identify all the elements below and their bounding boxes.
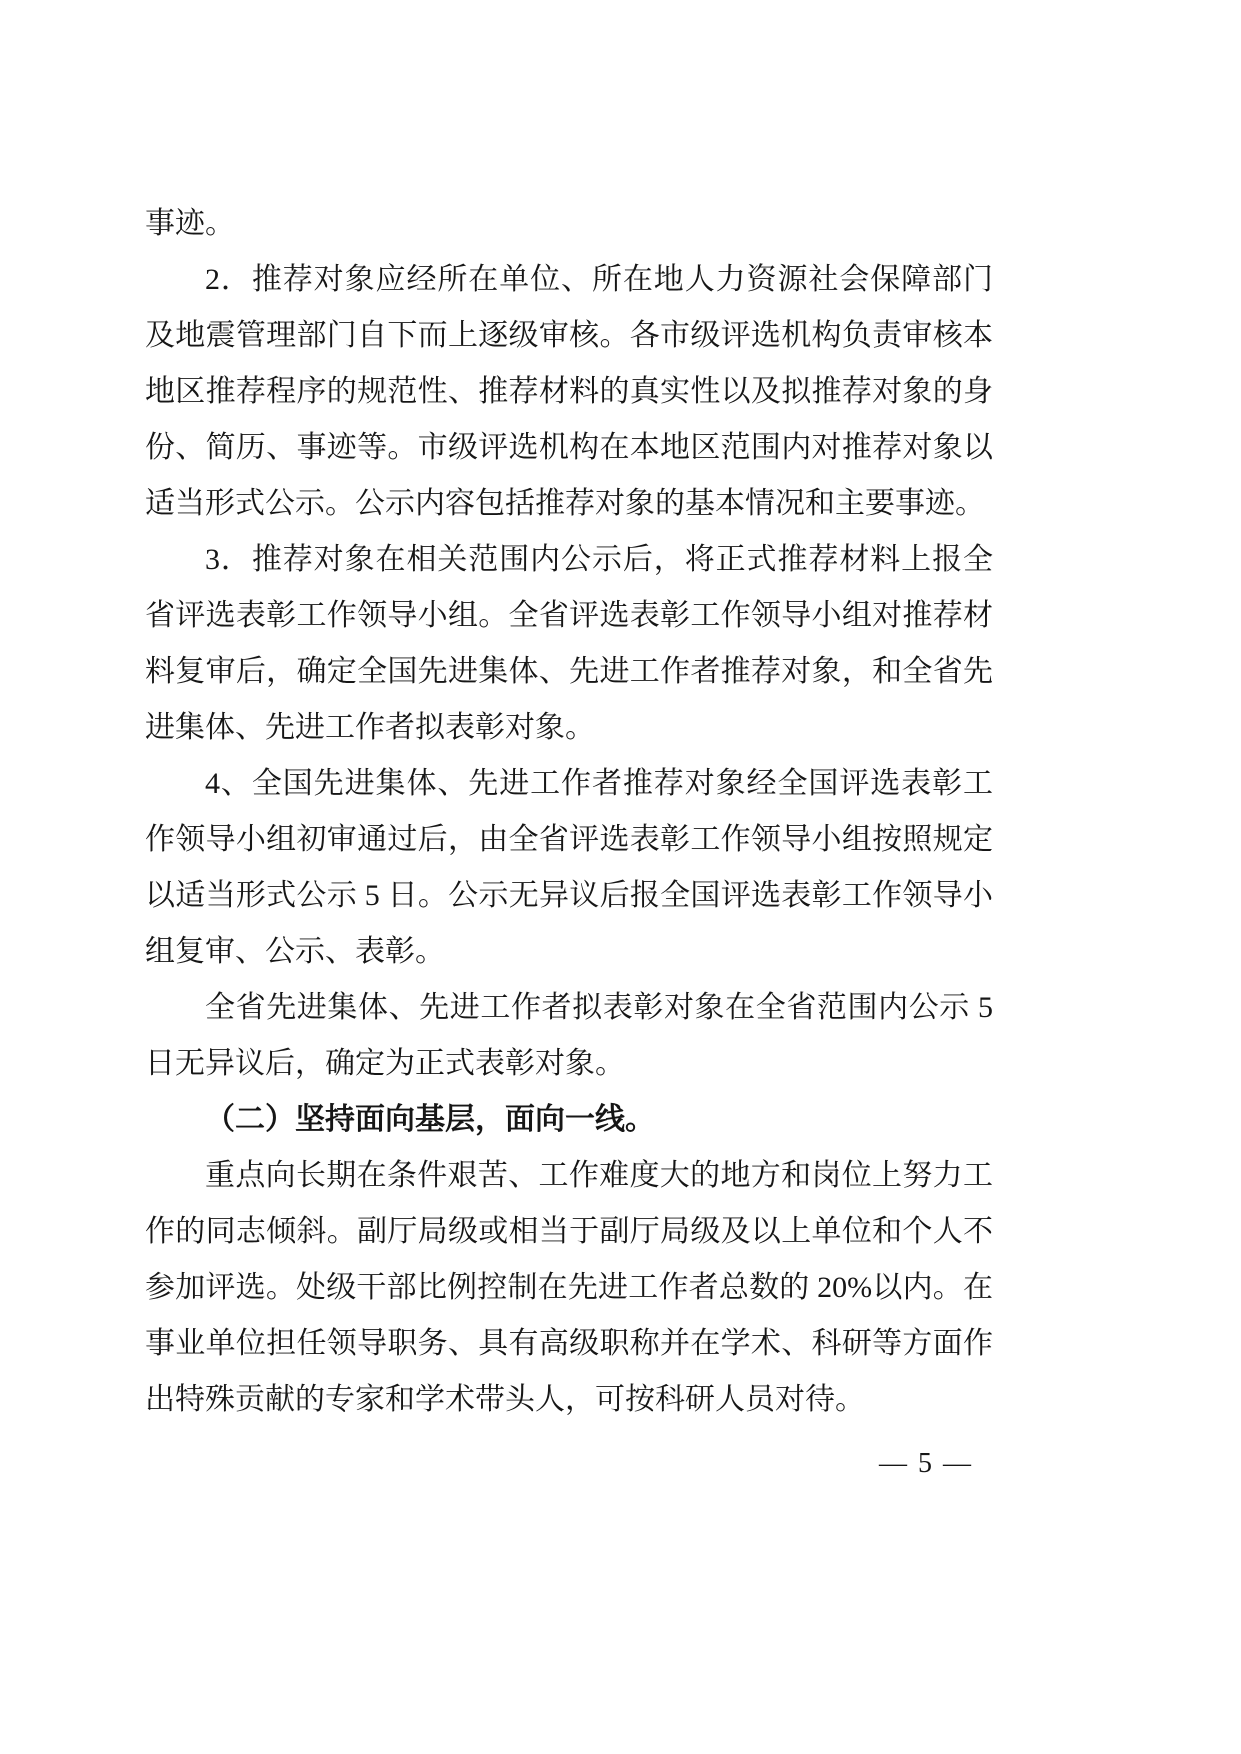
paragraph: 重点向长期在条件艰苦、工作难度大的地方和岗位上努力工作的同志倾斜。副厅局级或相当于副厅局级及以上单位和个人不参加评选。处级干部比例控制在先进工作者总数的 20%以内。在事业单位担任领导职务、具有高级职称并在学术、科研等方面作出特殊贡献的专家和学术带头人，可按科研人员对待。: [145, 1159, 993, 1416]
paragraph: （二）坚持面向基层，面向一线。: [205, 1103, 655, 1136]
paragraph: 3．推荐对象在相关范围内公示后，将正式推荐材料上报全省评选表彰工作领导小组。全省评选表彰工作领导小组对推荐材料复审后，确定全国先进集体、先进工作者推荐对象，和全省先进集体、先进工作者拟表彰对象。: [145, 543, 993, 744]
document-body: [145, 196, 993, 1428]
paragraph: 全省先进集体、先进工作者拟表彰对象在全省范围内公示 5 日无异议后，确定为正式表彰对象。: [145, 991, 993, 1080]
page-number: — 5 —: [879, 1448, 973, 1479]
paragraph: 4、全国先进集体、先进工作者推荐对象经全国评选表彰工作领导小组初审通过后，由全省评选表彰工作领导小组按照规定以适当形式公示 5 日。公示无异议后报全国评选表彰工作领导小组复审、公示、表彰。: [145, 767, 993, 968]
paragraph: 事迹。: [145, 207, 235, 240]
paragraph: 2．推荐对象应经所在单位、所在地人力资源社会保障部门及地震管理部门自下而上逐级审核。各市级评选机构负责审核本地区推荐程序的规范性、推荐材料的真实性以及拟推荐对象的身份、简历、事迹等。市级评选机构在本地区范围内对推荐对象以适当形式公示。公示内容包括推荐对象的基本情况和主要事迹。: [145, 263, 993, 520]
